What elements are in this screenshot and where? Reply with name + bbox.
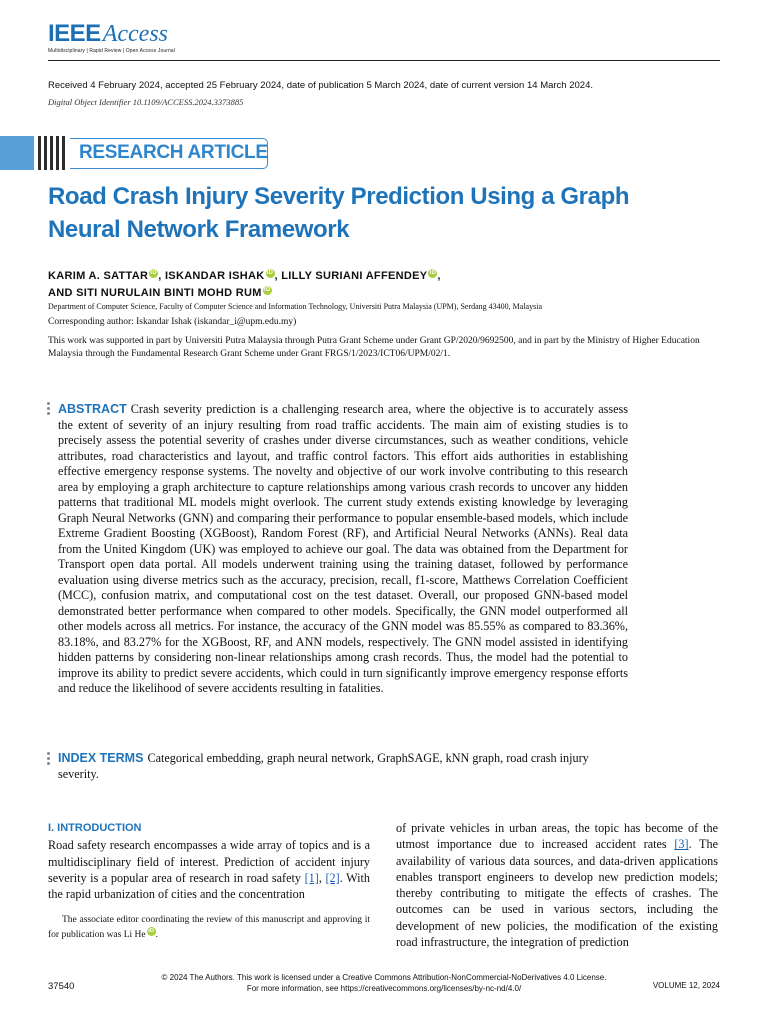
article-type-bars <box>0 136 68 170</box>
journal-logo <box>48 20 175 54</box>
index-terms-label: INDEX TERMS <box>58 751 144 765</box>
paper-title: Road Crash Injury Severity Prediction Using a Graph Neural Network Framework <box>48 183 630 243</box>
affiliation: Department of Computer Science, Faculty of Computer Science and Information Technology, Universiti Putra Malaysia (UPM), Serdang 43400, Malaysia <box>48 302 542 311</box>
logo-access: Access <box>102 21 168 47</box>
citation-link[interactable]: [2] <box>325 870 340 885</box>
volume-info: VOLUME 12, 2024 <box>652 981 720 990</box>
orcid-icon[interactable]: iD <box>148 928 155 934</box>
orcid-icon[interactable]: iD <box>150 270 158 276</box>
orcid-icon[interactable]: iD <box>429 270 437 276</box>
doi: Digital Object Identifier 10.1109/ACCESS.2024.3373885 <box>48 97 244 107</box>
header-rule <box>48 60 720 61</box>
page-number: 37540 <box>48 981 75 992</box>
abstract <box>58 402 628 697</box>
orcid-icon[interactable]: iD <box>263 287 271 293</box>
article-type: RESEARCH ARTICLE <box>79 142 268 163</box>
logo-ieee: IEEE <box>48 20 101 47</box>
funding-note: This work was supported in part by Universiti Putra Malaysia through Putra Grant Scheme under Grant GP/2020/9692500, and in part by the Ministry of Higher Education Malaysia through the Fundamental Research Grant Scheme under Grant FRGS/1/2023/ICT06/UPM/02/1. <box>48 336 700 359</box>
author-list: KARIM A. SATTAR iD, ISKANDAR ISHAK iD, LILLY SURIANI AFFENDEY iD, AND SITI NURULAIN BINTI MOHD RUM iD <box>48 270 441 299</box>
column-left <box>48 820 370 902</box>
abstract-text: Crash severity prediction is a challenging research area, where the objective is to accurately assess the extent of severity of an injury resulting from road traffic accidents. The main aim of existing studies is to precisely assess the potential severity of crashes under diverse circumstances, such as weather conditions, vehicle attributes, road characteristics and layout, and traffic control factors. This effort aids authorities in establishing effective emergency response systems. The novelty and objective of our work involve contributing to this research area by employing a graph architecture to capture relationships among various crash records to uncover any hidden patterns that traditional ML models might overlook. The current study extends existing knowledge by leveraging Graph Neural Networks (GNN) and comparing their performance to popular ensemble-based models, which include Extreme Gradient Boosting (XGBoost), Random Forest (RF), and Artificial Neural Networks (ANNs). Real data from the United Kingdom (UK) was employed to achieve our goal. The data was obtained from the Department for Transport open data portal. All models underwent training using the training dataset, followed by performance evaluation using diverse metrics such as the accuracy, precision, recall, f1-score, Matthews Correlation Coefficient (MCC), confusion matrix, and computational cost on the test dataset. Overall, our proposed GNN-based model demonstrated better performance when compared to other models. Specifically, the GNN model outperformed all other models across all metrics. For instance, the accuracy of the GNN model was 85.55% as compared to 83.36%, 83.18%, and 83.27% for the XGBoost, RF, and ANN models, respectively. The GNN model assisted in identifying hidden patterns by considering non-linear relationships among crash records. Thus, the model had the potential to improve its ability to predict severe accidents, which could in turn significantly improve emergency response efforts and reduce the likelihood of severe accidents resulting in fatalities. <box>58 402 628 695</box>
section-heading: I. INTRODUCTION <box>48 822 142 834</box>
dots-icon <box>47 402 51 417</box>
corresponding-author: Corresponding author: Iskandar Ishak (iskandar_i@upm.edu.my) <box>48 317 297 327</box>
index-terms <box>58 751 628 782</box>
license-link[interactable]: For more information, see https://creativecommons.org/licenses/by-nc-nd/4.0/ <box>246 984 522 993</box>
column-right: of private vehicles in urban areas, the topic has become of the utmost importance due to increased accident rates [3]. The availability of various data sources, and data-driven applications enables transport engineers to develop new prediction models; thereby contributing to mitigate the effects of crashes. The outcomes can be used in various sectors, including the development of new policies, the modification of the existing road infrastructure, the integration of prediction <box>396 821 718 950</box>
index-terms-text: Categorical embedding, graph neural network, GraphSAGE, kNN graph, road crash injury severity. <box>58 751 589 781</box>
abstract-label: ABSTRACT <box>58 402 127 416</box>
dots-icon <box>47 752 51 767</box>
author-name: ISKANDAR ISHAK <box>164 270 265 282</box>
associate-editor-note: The associate editor coordinating the review of this manuscript and approving it for publication was Li He iD . <box>48 915 370 940</box>
logo-tagline: Multidisciplinary | Rapid Review | Open Access Journal <box>48 48 175 54</box>
license-note: © 2024 The Authors. This work is licensed under a Creative Commons Attribution-NonCommercial-NoDerivatives 4.0 License. For more information, see https://creativecommons.org/licenses/by-nc-nd/4.0/ <box>150 972 618 994</box>
intro-paragraph: Road safety research encompasses a wide array of topics and is a multidisciplinary field of interest. Prediction of accident injury severity is a popular area of research in road safety [1], [2]. With the rapid urbanization of cities and the concentration <box>48 838 370 902</box>
author-name: KARIM A. SATTAR <box>48 270 149 282</box>
citation-link[interactable]: [3] <box>674 837 689 852</box>
orcid-icon[interactable]: iD <box>266 270 274 276</box>
citation-link[interactable]: [1] <box>304 870 319 885</box>
received-dates: Received 4 February 2024, accepted 25 February 2024, date of publication 5 March 2024, date of current version 14 March 2024. <box>48 80 593 91</box>
author-name: LILLY SURIANI AFFENDEY <box>281 270 428 282</box>
author-name: AND SITI NURULAIN BINTI MOHD RUM <box>48 287 262 299</box>
